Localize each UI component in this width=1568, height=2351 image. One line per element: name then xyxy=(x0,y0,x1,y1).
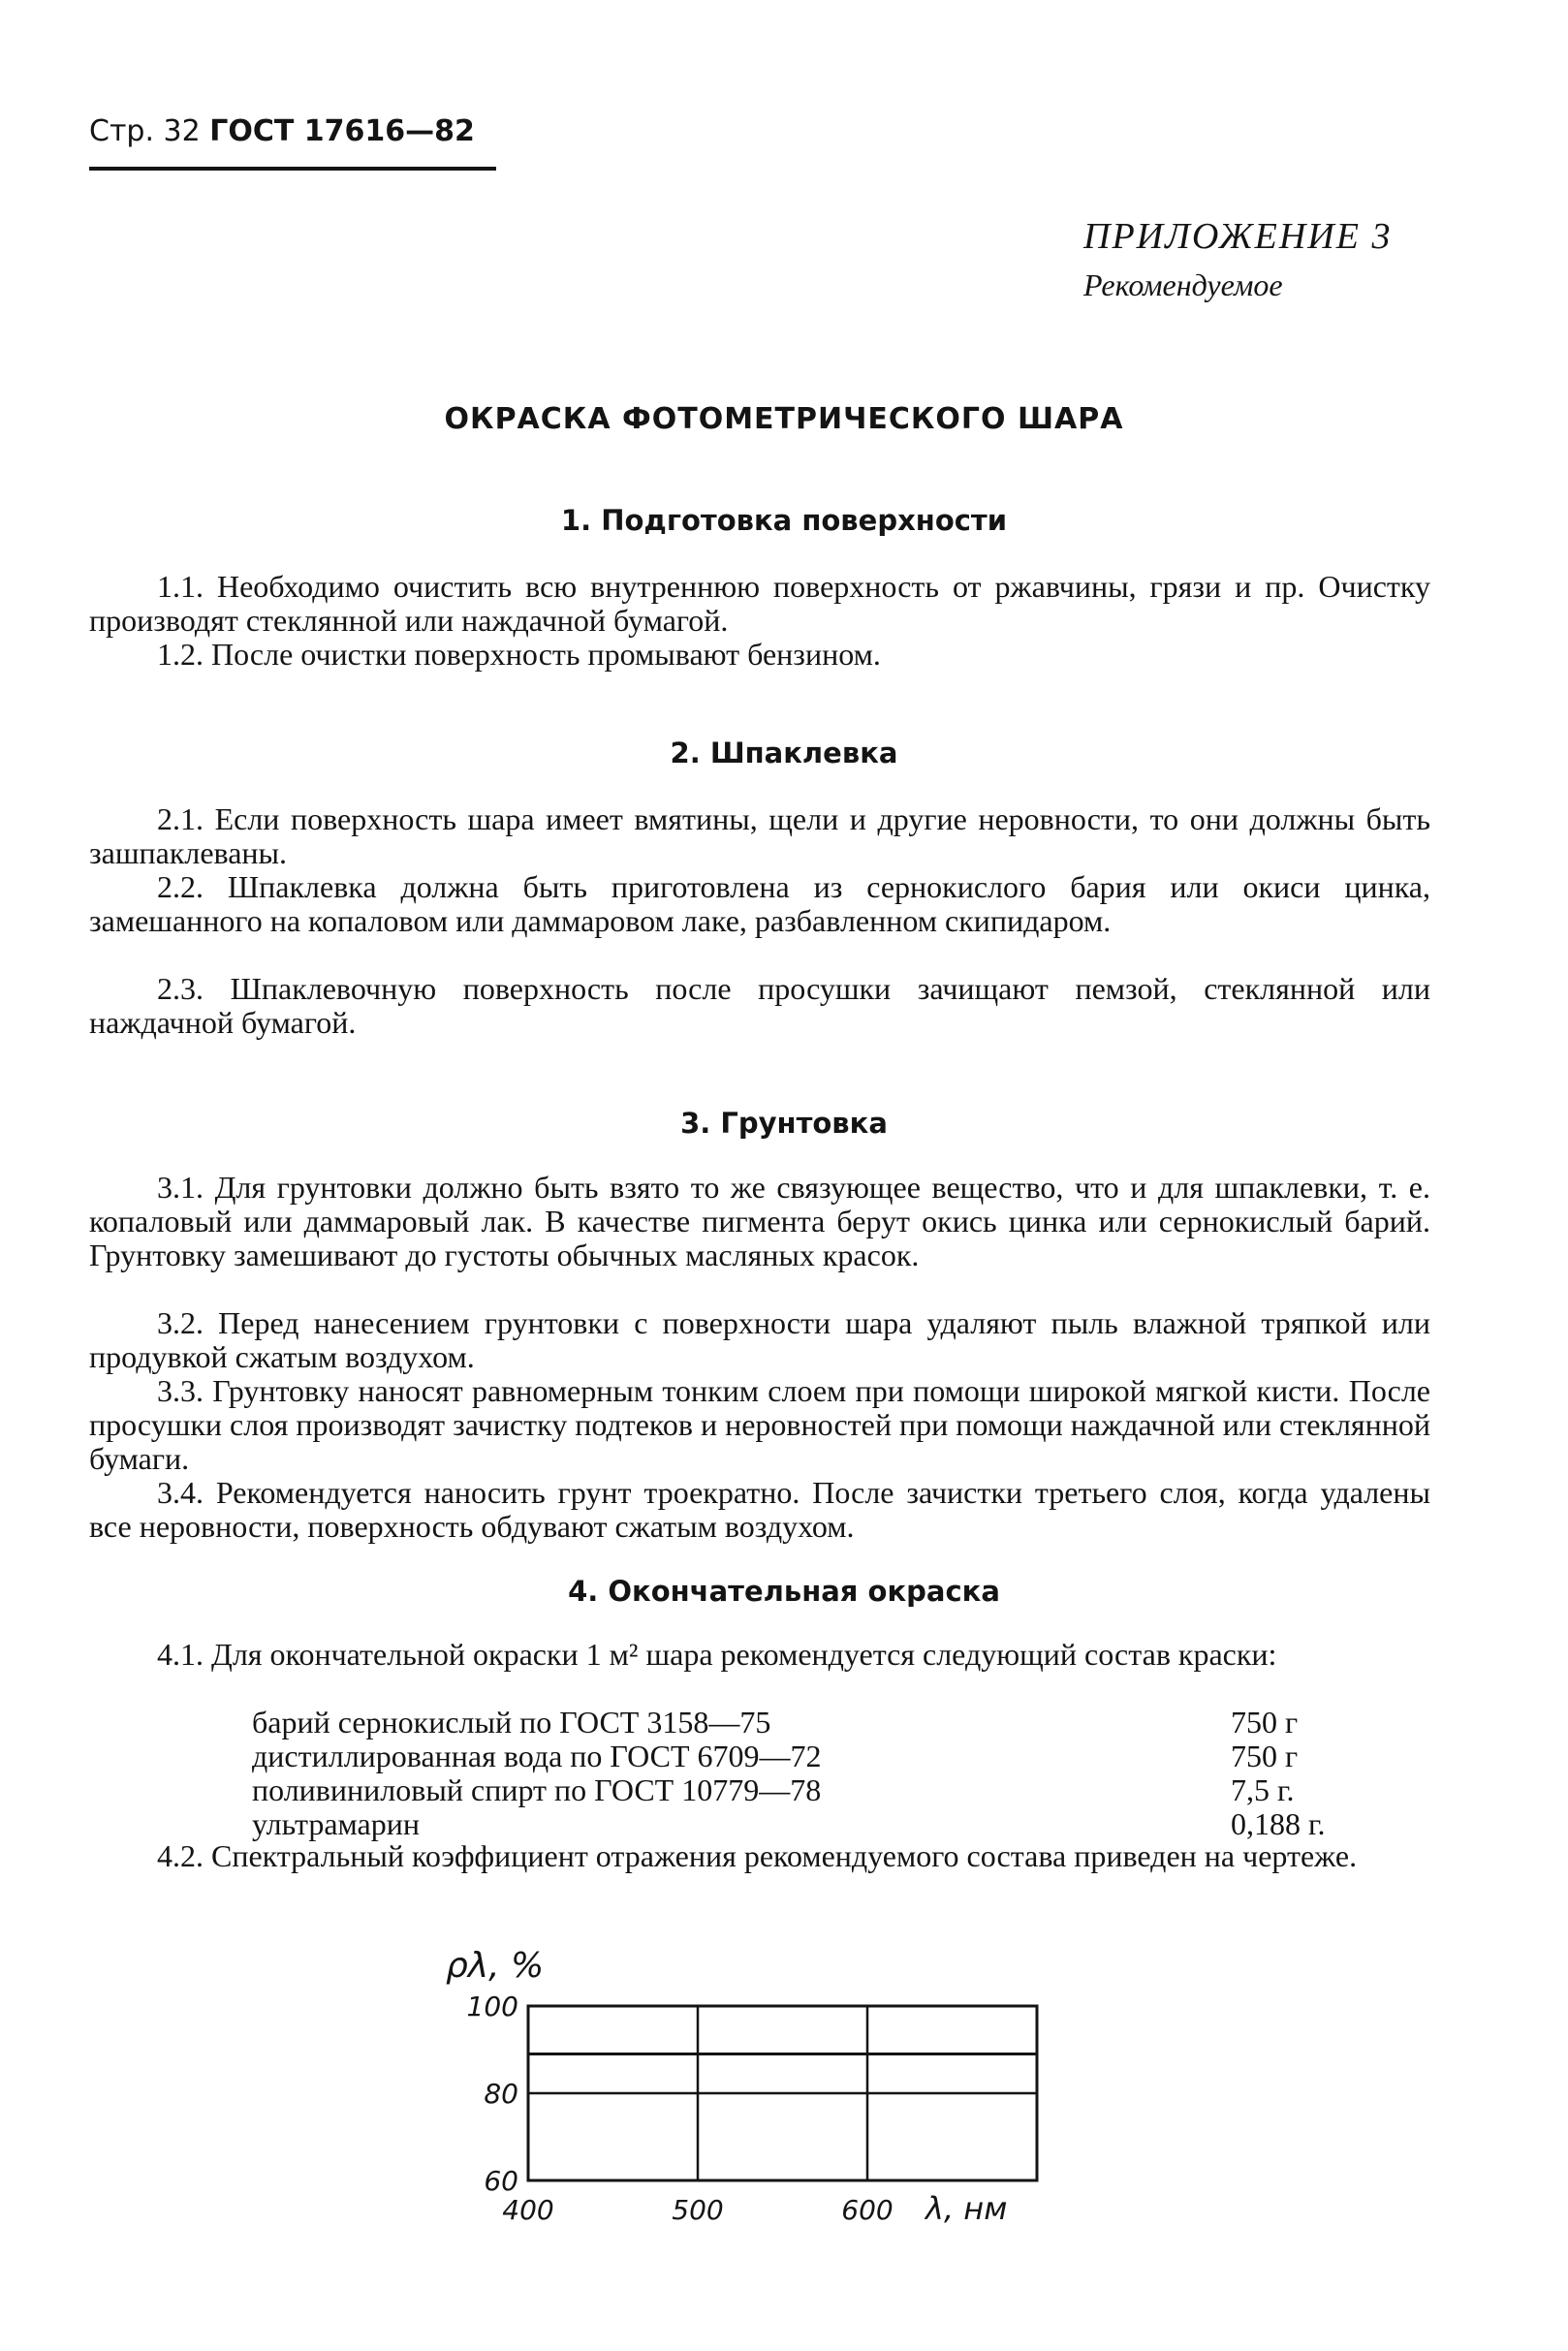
component-name: поливиниловый спирт по ГОСТ 10779—78 xyxy=(252,1773,822,1807)
paragraph: 3.1. Для грунтовки должно быть взято то же связующее вещество, что и для шпаклевки, т. е. копаловый или даммаровый лак. В качестве пигмента берут окись цинка или сернокислый барий. Грунтовку замешивают до густоты обычных масляных красок. xyxy=(89,1170,1430,1272)
standard-number: ГОСТ 17616—82 xyxy=(209,114,475,148)
paragraph: 3.3. Грунтовку наносят равномерным тонким слоем при помощи широкой мягкой кисти. После просушки слоя производят зачистку подтеков и неровностей при помощи наждачной или стеклянной бумаги. xyxy=(89,1373,1430,1476)
x-tick-label: 600 xyxy=(841,2194,894,2224)
component-amount: 750 г xyxy=(1231,1705,1299,1740)
composition-row xyxy=(252,1807,1366,1841)
reflectance-chart xyxy=(407,1933,1085,2229)
x-tick-label: 400 xyxy=(502,2194,554,2224)
paragraph: 2.3. Шпаклевочную поверхность после просушки зачищают пемзой, стеклянной или наждачной бумагой. xyxy=(89,971,1430,1040)
section-heading: 1. Подготовка поверхности xyxy=(560,504,1008,537)
x-axis-label: λ, нм xyxy=(925,2190,1008,2224)
chart-svg xyxy=(407,1933,1085,2224)
y-axis-label: ρλ, % xyxy=(446,1946,545,1986)
component-amount: 0,188 г. xyxy=(1231,1806,1326,1841)
component-name: дистиллированная вода по ГОСТ 6709—72 xyxy=(252,1740,822,1773)
section-heading: 2. Шпаклевка xyxy=(670,737,898,769)
component-amount: 7,5 г. xyxy=(1231,1772,1295,1807)
y-tick-label: 100 xyxy=(466,1991,518,2022)
paragraph: 3.2. Перед нанесением грунтовки с поверхности шара удаляют пыль влажной тряпкой или продувкой сжатым воздухом. xyxy=(89,1305,1430,1374)
paragraph: 2.2. Шпаклевка должна быть приготовлена из сернокислого бария или окиси цинка, замешанного на копаловом или даммаровом лаке, разбавленном скипидаром. xyxy=(89,869,1430,938)
document-title: ОКРАСКА ФОТОМЕТРИЧЕСКОГО ШАРА xyxy=(444,402,1124,436)
y-tick-label: 60 xyxy=(484,2165,518,2197)
appendix-label xyxy=(1083,215,1392,303)
paragraph: 1.1. Необходимо очистить всю внутреннюю поверхность от ржавчины, грязи и пр. Очистку производят стеклянной или наждачной бумагой. xyxy=(89,569,1430,638)
appendix-title: ПРИЛОЖЕНИЕ 3 xyxy=(1083,216,1393,257)
x-tick-label: 500 xyxy=(672,2194,724,2224)
composition-row xyxy=(252,1706,1366,1740)
component-name: ультрамарин xyxy=(252,1807,420,1841)
paragraph: 2.1. Если поверхность шара имеет вмятины, щели и другие неровности, то они должны быть зашпаклеваны. xyxy=(89,801,1430,870)
page-number: Стр. 32 xyxy=(89,114,201,148)
component-name: барий сернокислый по ГОСТ 3158—75 xyxy=(252,1706,771,1740)
paragraph: 3.4. Рекомендуется наносить грунт троекратно. После зачистки третьего слоя, когда удалены все неровности, поверхность обдувают сжатым воздухом. xyxy=(89,1475,1430,1544)
y-tick-label: 80 xyxy=(484,2078,518,2110)
paragraph: 4.2. Спектральный коэффициент отражения рекомендуемого состава приведен на чертеже. xyxy=(157,1838,1358,1873)
paragraph: 1.2. После очистки поверхность промывают бензином. xyxy=(157,637,881,672)
composition-row xyxy=(252,1773,1366,1807)
composition-row xyxy=(252,1740,1366,1773)
page-header xyxy=(89,114,475,148)
header-rule xyxy=(89,167,496,171)
component-amount: 750 г xyxy=(1231,1739,1299,1773)
appendix-subtitle: Рекомендуемое xyxy=(1083,267,1283,302)
section-heading: 4. Окончательная окраска xyxy=(568,1575,1000,1608)
composition-list xyxy=(252,1706,1366,1841)
paragraph: 4.1. Для окончательной окраски 1 м² шара рекомендуется следующий состав краски: xyxy=(157,1637,1277,1672)
section-heading: 3. Грунтовка xyxy=(680,1107,888,1140)
